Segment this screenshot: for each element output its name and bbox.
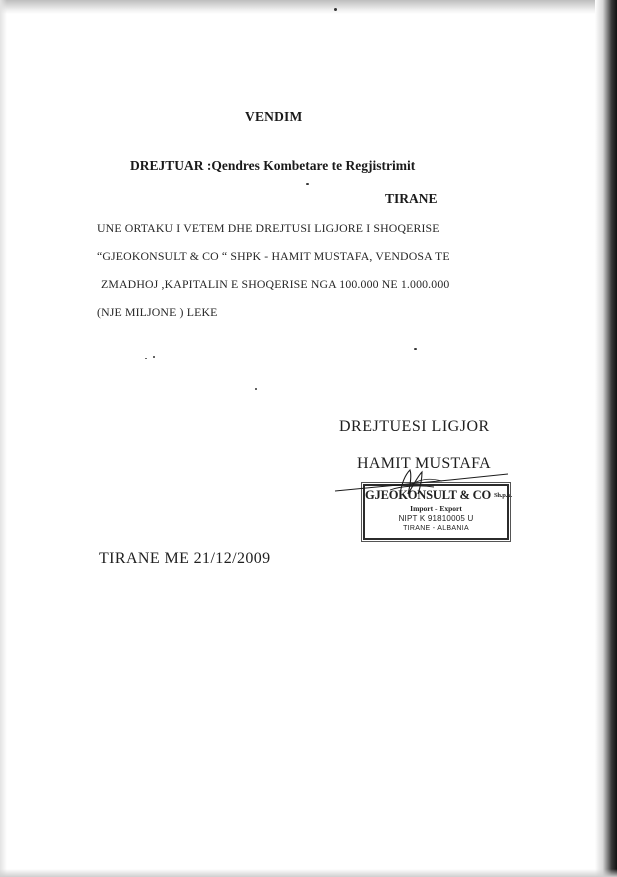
scan-edge-right (595, 0, 617, 877)
scan-speck (414, 348, 417, 350)
scan-edge-bottom (0, 869, 617, 877)
body-line-4: (NJE MILJONE ) LEKE (97, 305, 218, 319)
stamp-company-suffix: Sh.p.k. (493, 492, 512, 499)
scan-speck (145, 358, 147, 359)
stamp-company-name: GJEOKONSULT & CO (365, 488, 491, 502)
scan-speck (306, 183, 309, 185)
stamp-business-type: Import - Export (410, 504, 462, 513)
scan-speck (334, 8, 337, 11)
scan-speck (153, 356, 155, 358)
signatory-name: HAMIT MUSTAFA (357, 455, 492, 472)
body-line-3: ZMADHOJ ,KAPITALIN E SHOQERISE NGA 100.000 NE 1.000.000 (101, 277, 450, 291)
handwritten-signature (330, 460, 530, 510)
body-line-1: UNE ORTAKU I VETEM DHE DREJTUSI LIGJORE I SHOQERISE (97, 221, 440, 235)
scan-edge-left (0, 0, 7, 877)
recipient-city: TIRANE (385, 191, 438, 206)
body-line-2: “GJEOKONSULT & CO “ SHPK - HAMIT MUSTAFA, VENDOSA TE (97, 249, 450, 263)
signatory-title: DREJTUESI LIGJOR (339, 418, 490, 435)
stamp-tax-id: NIPT K 91810005 U (398, 514, 474, 523)
date-line: TIRANE ME 21/12/2009 (99, 550, 271, 567)
scan-edge-top (0, 0, 617, 14)
document-title: VENDIM (245, 109, 303, 124)
stamp-location: TIRANE - ALBANIA (403, 525, 469, 532)
scan-speck (255, 388, 257, 390)
recipient-line: DREJTUAR :Qendres Kombetare te Regjistrimit (130, 158, 416, 173)
